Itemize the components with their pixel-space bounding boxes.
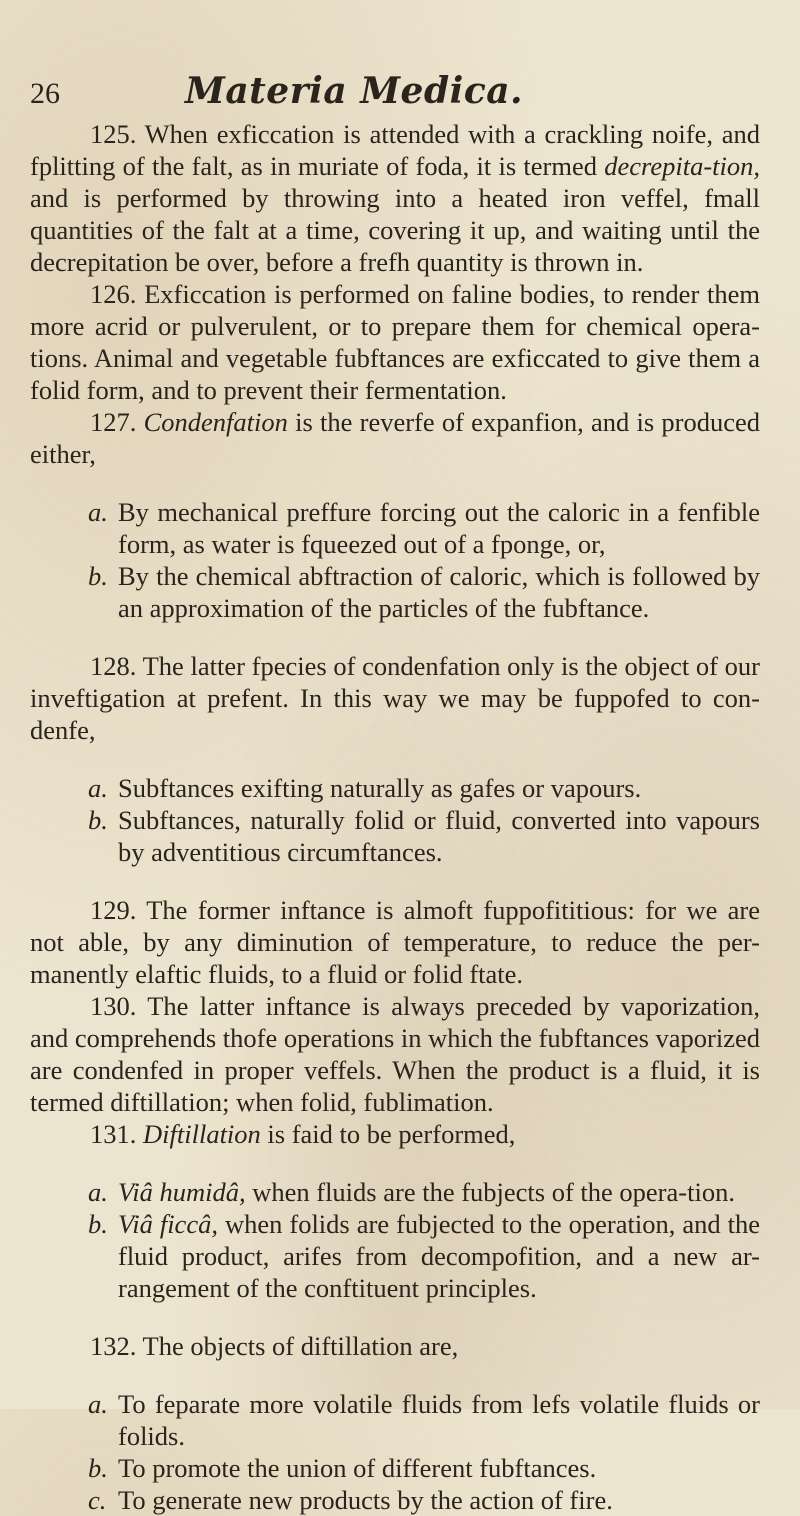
list-item-text: when folids are fubjected to the operation, and the fluid product, arifes from decompofition, and a new ar-rangement of the conftituent principles. — [118, 1209, 760, 1303]
paragraph-129: 129. The former inftance is almoft fuppofititious: for we are not able, by any diminution of temperature, to reduce the per-manently elaftic fluids, to a fluid or folid ftate. — [30, 895, 760, 989]
list-item-text: when fluids are the fubjects of the opera-tion. — [245, 1177, 735, 1207]
list-item — [30, 1484, 760, 1516]
term-condensation: Condenfation — [143, 407, 288, 437]
list-marker: b. — [88, 1453, 108, 1483]
list-item-text: To promote the union of different fubftances. — [118, 1453, 597, 1483]
list-item-term: Viâ humidâ, — [118, 1177, 246, 1207]
paragraph-127-text: is the reverfe of expanfion, and is produced either, — [30, 407, 760, 469]
list-marker: b. — [88, 561, 108, 591]
list-item — [30, 560, 760, 624]
list-marker: b. — [88, 805, 108, 835]
paragraph-131-text: is faid to be performed, — [260, 1119, 516, 1149]
list-item-text: Subftances, naturally folid or fluid, converted into vapours by adventitious circumftances. — [118, 805, 760, 867]
paragraph-127-number: 127. — [90, 407, 144, 437]
list-item — [30, 1388, 760, 1452]
list-item — [30, 1452, 760, 1484]
paragraph-131 — [30, 1118, 760, 1150]
page-number: 26 — [30, 77, 60, 110]
list-127 — [30, 496, 760, 624]
paragraph-126: 126. Exficcation is performed on faline bodies, to render them more acrid or pulverulent, or to prepare them for chemical opera-tions. Animal and vegetable fubftances are exficcated to give them a folid form, and to prevent their fermentation. — [30, 279, 760, 405]
paragraph-127 — [30, 406, 760, 470]
list-item-text: By mechanical preffure forcing out the caloric in a fenfible form, as water is fqueezed out of a fponge, or, — [118, 497, 760, 559]
paragraph-125-text-end: and is performed by throwing into a heated iron veffel, fmall quantities of the falt at a time, covering it up, and waiting until the decrepitation be over, before a frefh quantity is thrown in. — [30, 183, 760, 277]
list-marker: b. — [88, 1209, 108, 1239]
paragraph-128: 128. The latter fpecies of condenfation only is the object of our inveftigation at prefent. In this way we may be fuppofed to con-denfe, — [30, 651, 760, 745]
list-marker: a. — [88, 1177, 108, 1207]
running-title: Materia Medica. — [185, 70, 524, 112]
list-item-text: To feparate more volatile fluids from lefs volatile fluids or folids. — [118, 1389, 760, 1451]
list-132 — [30, 1388, 760, 1516]
list-item — [30, 496, 760, 560]
paragraph-130: 130. The latter inftance is always preceded by vaporization, and comprehends thofe operations in which the fubftances vaporized are condenfed in proper veffels. When the product is a fluid, it is termed diftillation; when folid, fublimation. — [30, 991, 760, 1117]
page-body — [30, 118, 760, 1516]
list-item-text: To generate new products by the action of fire. — [118, 1485, 613, 1515]
list-item — [30, 1208, 760, 1304]
list-item — [30, 772, 760, 804]
paragraph-131-number: 131. — [90, 1119, 143, 1149]
list-marker: c. — [88, 1485, 107, 1515]
paragraph-125 — [30, 118, 760, 278]
list-marker: a. — [88, 1389, 108, 1419]
paragraph-125-text-start: 125. When exficcation is attended with a crackling noife, and fplitting of the falt, as in muriate of foda, it is termed — [30, 119, 760, 181]
list-item — [30, 1176, 760, 1208]
list-131 — [30, 1176, 760, 1304]
list-item-text: Subftances exifting naturally as gafes or vapours. — [118, 773, 642, 803]
list-128 — [30, 772, 760, 868]
list-marker: a. — [88, 497, 108, 527]
paragraph-132: 132. The objects of diftillation are, — [90, 1331, 459, 1361]
list-item-term: Viâ ficcâ, — [118, 1209, 218, 1239]
list-item-text: By the chemical abftraction of caloric, which is followed by an approximation of the particles of the fubftance. — [118, 561, 760, 623]
term-decrepitation: decrepita-tion, — [604, 151, 760, 181]
term-distillation: Diftillation — [143, 1119, 261, 1149]
list-marker: a. — [88, 773, 108, 803]
page-header — [30, 70, 760, 112]
list-item — [30, 804, 760, 868]
